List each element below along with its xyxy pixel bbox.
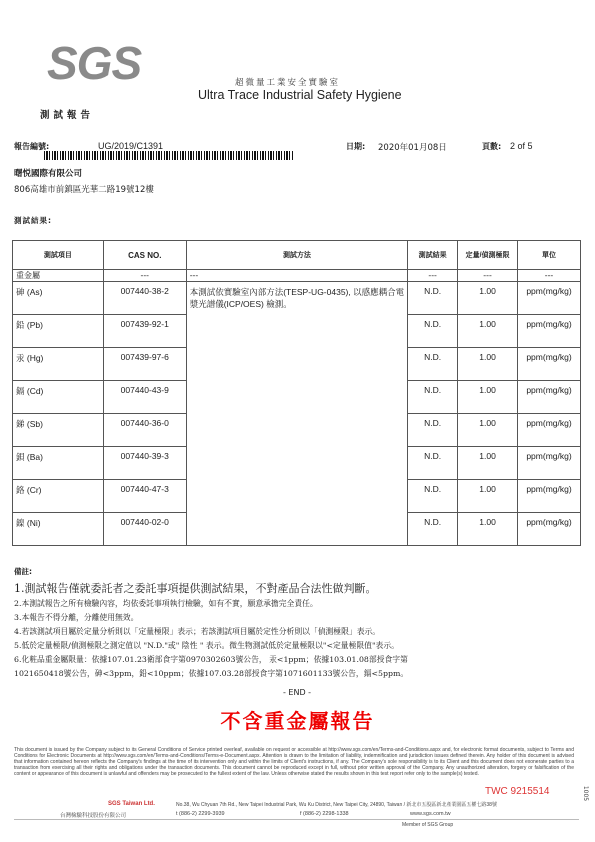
note-item: 6.化粧品重金屬限量：依據107.01.23衛部食字第0970302603號公告， 汞<1ppm；依據103.01.08部授食字第 [14,655,408,664]
cell-method: 本測試依實驗室內部方法(TESP-UG-0435), 以感應耦合電漿光譜儀(ICP/OES) 檢測。 [186,282,408,546]
cell-cas: 007440-39-3 [103,447,186,480]
cell-limit: 1.00 [458,447,518,480]
note-item: 4.若該測試項目屬於定量分析則以「定量極限」表示；若該測試項目屬於定性分析則以「偵測極限」表示。 [14,627,381,636]
cell-unit: ppm(mg/kg) [518,348,581,381]
cell-unit: ppm(mg/kg) [518,381,581,414]
cell-cas: 007440-02-0 [103,513,186,546]
table-header-row [13,241,581,270]
cell-item: 鋇 (Ba) [13,447,104,480]
cell-result: N.D. [408,447,458,480]
cell-result: N.D. [408,414,458,447]
table-row [13,282,581,315]
header-item: 測試項目 [13,241,104,270]
group-limit: --- [458,270,518,282]
group-row [13,270,581,282]
group-item: 重金屬 [13,270,104,282]
footer-address: No.38, Wu Chyuan 7th Rd., New Taipei Industrial Park, Wu Ku District, New Taipei City, 24890, Taiwan / 新北市五股區新北產業園區五權七路38號 [176,802,497,808]
cell-result: N.D. [408,315,458,348]
footer-web: www.sgs.com.tw [410,811,451,817]
cell-cas: 007439-92-1 [103,315,186,348]
cell-cas: 007440-47-3 [103,480,186,513]
cell-limit: 1.00 [458,480,518,513]
end-mark: - END - [283,688,312,697]
footer-divider [14,819,579,820]
cell-result: N.D. [408,282,458,315]
report-no: UG/2019/C1391 [98,141,164,151]
cell-unit: ppm(mg/kg) [518,282,581,315]
cell-item: 鉻 (Cr) [13,480,104,513]
note-item: 1021650418號公告，砷<3ppm，鉛<10ppm；依據107.03.28部授食字第1071601133號公告，鎘<5ppm。 [14,669,409,678]
cell-limit: 1.00 [458,381,518,414]
header-method: 測試方法 [186,241,408,270]
notes-list [14,580,574,681]
cell-limit: 1.00 [458,513,518,546]
cell-cas: 007440-36-0 [103,414,186,447]
note-item: 2.本測試報告之所有檢驗內容，均依委託事項執行檢驗，如有不實，願意承擔完全責任。 [14,599,318,608]
cell-limit: 1.00 [458,414,518,447]
no-heavy-metal-stamp: 不含重金屬報告 [220,709,375,733]
cell-result: N.D. [408,513,458,546]
client-address: 806高雄市前鎮區光華二路19號12樓 [14,185,154,195]
report-no-label: 報告編號: [14,142,50,151]
cell-unit: ppm(mg/kg) [518,414,581,447]
header-result: 測試結果 [408,241,458,270]
lab-name-en: Ultra Trace Industrial Safety Hygiene [198,88,402,102]
client-company: 曙悦國際有限公司 [14,169,83,179]
cell-cas: 007440-43-9 [103,381,186,414]
group-unit: --- [518,270,581,282]
cell-cas: 007439-97-6 [103,348,186,381]
cell-item: 砷 (As) [13,282,104,315]
cell-unit: ppm(mg/kg) [518,513,581,546]
footer-company: SGS Taiwan Ltd. [108,801,155,807]
cell-item: 鎳 (Ni) [13,513,104,546]
legal-disclaimer: This document is issued by the Company subject to its General Conditions of Service printed overleaf, available on request or accessible at http://www.sgs.com/en/Terms-and-Conditions.aspx and, for electronic format documents, subject to Terms and Conditions for Electronic Documents at http://www.sgs.com/en/Terms-and-Conditions/Terms-e-Document.aspx. Attention is drawn to the limitation of liability, indemnification and jurisdiction issues defined therein. Any holder of this document is advised that information contained hereon reflects the Company's findings at the time of its intervention only and within the limits of Client's instructions, if any. The Company's sole responsibility is to its Client and this document does not exonerate parties to a transaction from exercising all their rights and obligations under the transaction documents. This document cannot be reproduced except in full, without prior written approval of the Company. Any unauthorized alteration, forgery or falsification of the content or appearance of this document is unlawful and offenders may be prosecuted to the fullest extent of the law. Unless otherwise stated the results shown in this test report refer only to the sample(s) tested. [14,747,574,777]
notes-label: 備註: [14,567,32,576]
cell-cas: 007440-38-2 [103,282,186,315]
cell-unit: ppm(mg/kg) [518,447,581,480]
date-label: 日期: [346,142,366,151]
member-of-sgs: Member of SGS Group [402,822,454,828]
results-table [12,240,581,546]
cell-result: N.D. [408,348,458,381]
page-label: 頁數: [482,142,502,151]
cell-item: 鉛 (Pb) [13,315,104,348]
cell-result: N.D. [408,381,458,414]
footer-fax: f (886-2) 2298-1338 [300,811,349,817]
cell-item: 鎘 (Cd) [13,381,104,414]
note-item: 5.低於定量極限/偵測極限之測定值以 "N.D."或" 陰性 " 表示。微生物測試低於定量極限以"<定量極限值"表示。 [14,641,399,650]
header-cas: CAS NO. [103,241,186,270]
note-item: 1.測試報告僅就委託者之委託事項提供測試結果，不對產品合法性做判斷。 [14,582,377,595]
header-unit: 單位 [518,241,581,270]
report-title: 測試報告 [40,110,95,121]
report-date: 2020年01月08日 [378,143,447,153]
cell-unit: ppm(mg/kg) [518,315,581,348]
group-result: --- [408,270,458,282]
cell-item: 銻 (Sb) [13,414,104,447]
cell-unit: ppm(mg/kg) [518,480,581,513]
lab-name-zh: 超微量工業安全實驗室 [235,78,341,88]
group-cas: --- [103,270,186,282]
header-limit: 定量/偵測極限 [458,241,518,270]
side-number: 1005 [582,785,590,802]
cell-limit: 1.00 [458,315,518,348]
group-method: --- [186,270,408,282]
twc-serial: TWC 9215514 [485,786,550,797]
barcode [44,151,294,160]
footer-tel: t (886-2) 2299-3939 [176,811,225,817]
cell-item: 汞 (Hg) [13,348,104,381]
sgs-logo: SGS [47,37,142,89]
page-number: 2 of 5 [510,141,533,151]
cell-limit: 1.00 [458,282,518,315]
cell-limit: 1.00 [458,348,518,381]
footer-company-zh: 台灣檢驗科技股份有限公司 [60,813,127,819]
cell-result: N.D. [408,480,458,513]
note-item: 3.本報告不得分離，分離使用無效。 [14,613,139,622]
results-label: 測試結果: [14,216,52,225]
